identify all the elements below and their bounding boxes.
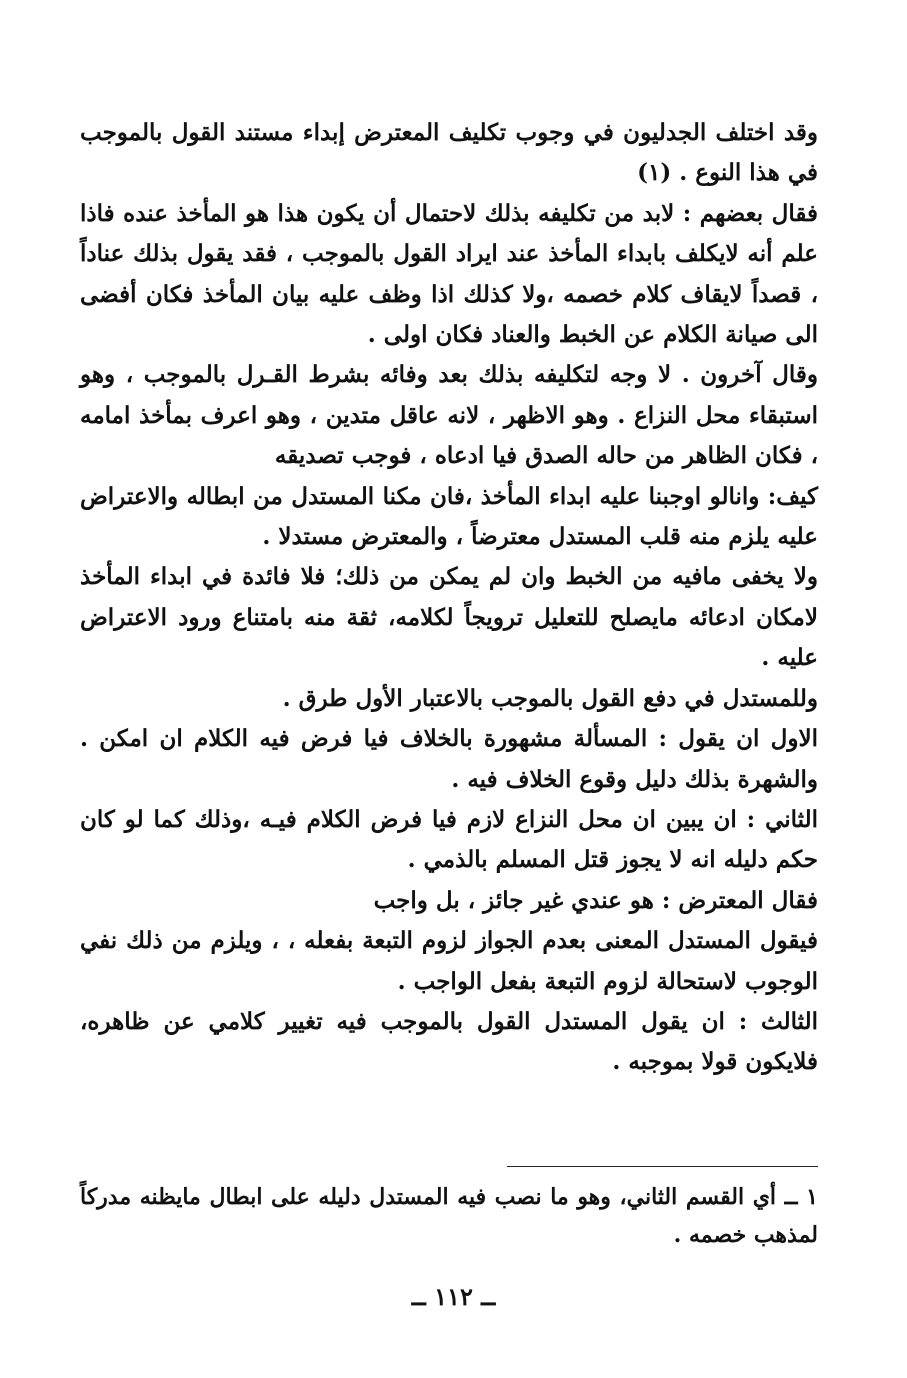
main-text <box>80 113 818 1083</box>
paragraph-2: فقال بعضهم : لابد من تكليفه بذلك لاحتمال أن يكون هذا هو المأخذ عنده فاذا علم أنه لايكلف بابداء المأخذ عند ايراد القول بالموجب ، فقد يقول بذلك عناداً ، قصداً لايقاف كلام خصمه ،ولا كذلك اذا وظف عليه بيان المأخذ فكان أفضى الى صيانة الكلام عن الخبط والعناد فكان اولى . <box>80 199 818 349</box>
paragraph-8: الثاني : ان يبين ان محل النزاع لازم فيا فرض الكلام فيـه ،وذلك كما لو كان حكم دليله انه لا يجوز قتل المسلم بالذمي . <box>80 805 818 874</box>
footnote-divider <box>507 1166 818 1167</box>
paragraph-6: وللمستدل في دفع القول بالموجب بالاعتبار الأول طرق . <box>282 684 818 712</box>
paragraph-11: الثالث : ان يقول المستدل القول بالموجب فيه تغيير كلامي عن ظاهره، فلايكون قولا بموجبه . <box>80 1007 818 1076</box>
paragraph-4: كيف: وانالو اوجبنا عليه ابداء المأخذ ،فان مكنا المستدل من ابطاله والاعتراض عليه يلزم منه قلب المستدل معترضاً ، والمعترض مستدلا . <box>80 482 818 551</box>
footnote <box>80 1178 818 1254</box>
paragraph-5: ولا يخفى مافيه من الخبط وان لم يمكن من ذلك؛ فلا فائدة في ابداء المأخذ لامكان ادعائه مايصلح للتعليل ترويجاً لكلامه، ثقة منه بامتناع ورود الاعتراض عليه . <box>80 563 818 672</box>
paragraph-1: وقد اختلف الجدليون في وجوب تكليف المعترض إبداء مستند القول بالموجب في هذا النوع . (١) <box>80 119 818 187</box>
page-number: ــ ١١٢ ــ <box>411 1282 496 1311</box>
paragraph-3: وقال آخرون . لا وجه لتكليفه بذلك بعد وفائه بشرط القـرل بالموجب ، وهو استبقاء محل النزاع . وهو الاظهر ، لانه عاقل متدين ، وهو اعرف بمأخذ امامه ، فكان الظاهر من حاله الصدق فيا ادعاه ، فوجب تصديقه <box>80 361 818 470</box>
footnote-text: ١ ــ أي القسم الثاني، وهو ما نصب فيه المستدل دليله على ابطال مايظنه مدركاً لمذهب خصمه . <box>80 1184 818 1248</box>
paragraph-7: الاول ان يقول : المسألة مشهورة بالخلاف فيا فرض فيه الكلام ان امكن . والشهرة بذلك دليل وقوع الخلاف فيه . <box>80 725 818 793</box>
paragraph-10: فيقول المستدل المعنى بعدم الجواز لزوم التبعة بفعله ، ، ويلزم من ذلك نفي الوجوب لاستحالة لزوم التبعة بفعل الواجب . <box>80 927 818 995</box>
paragraph-9: فقال المعترض : هو عندي غير جائز ، بل واجب <box>373 886 818 914</box>
